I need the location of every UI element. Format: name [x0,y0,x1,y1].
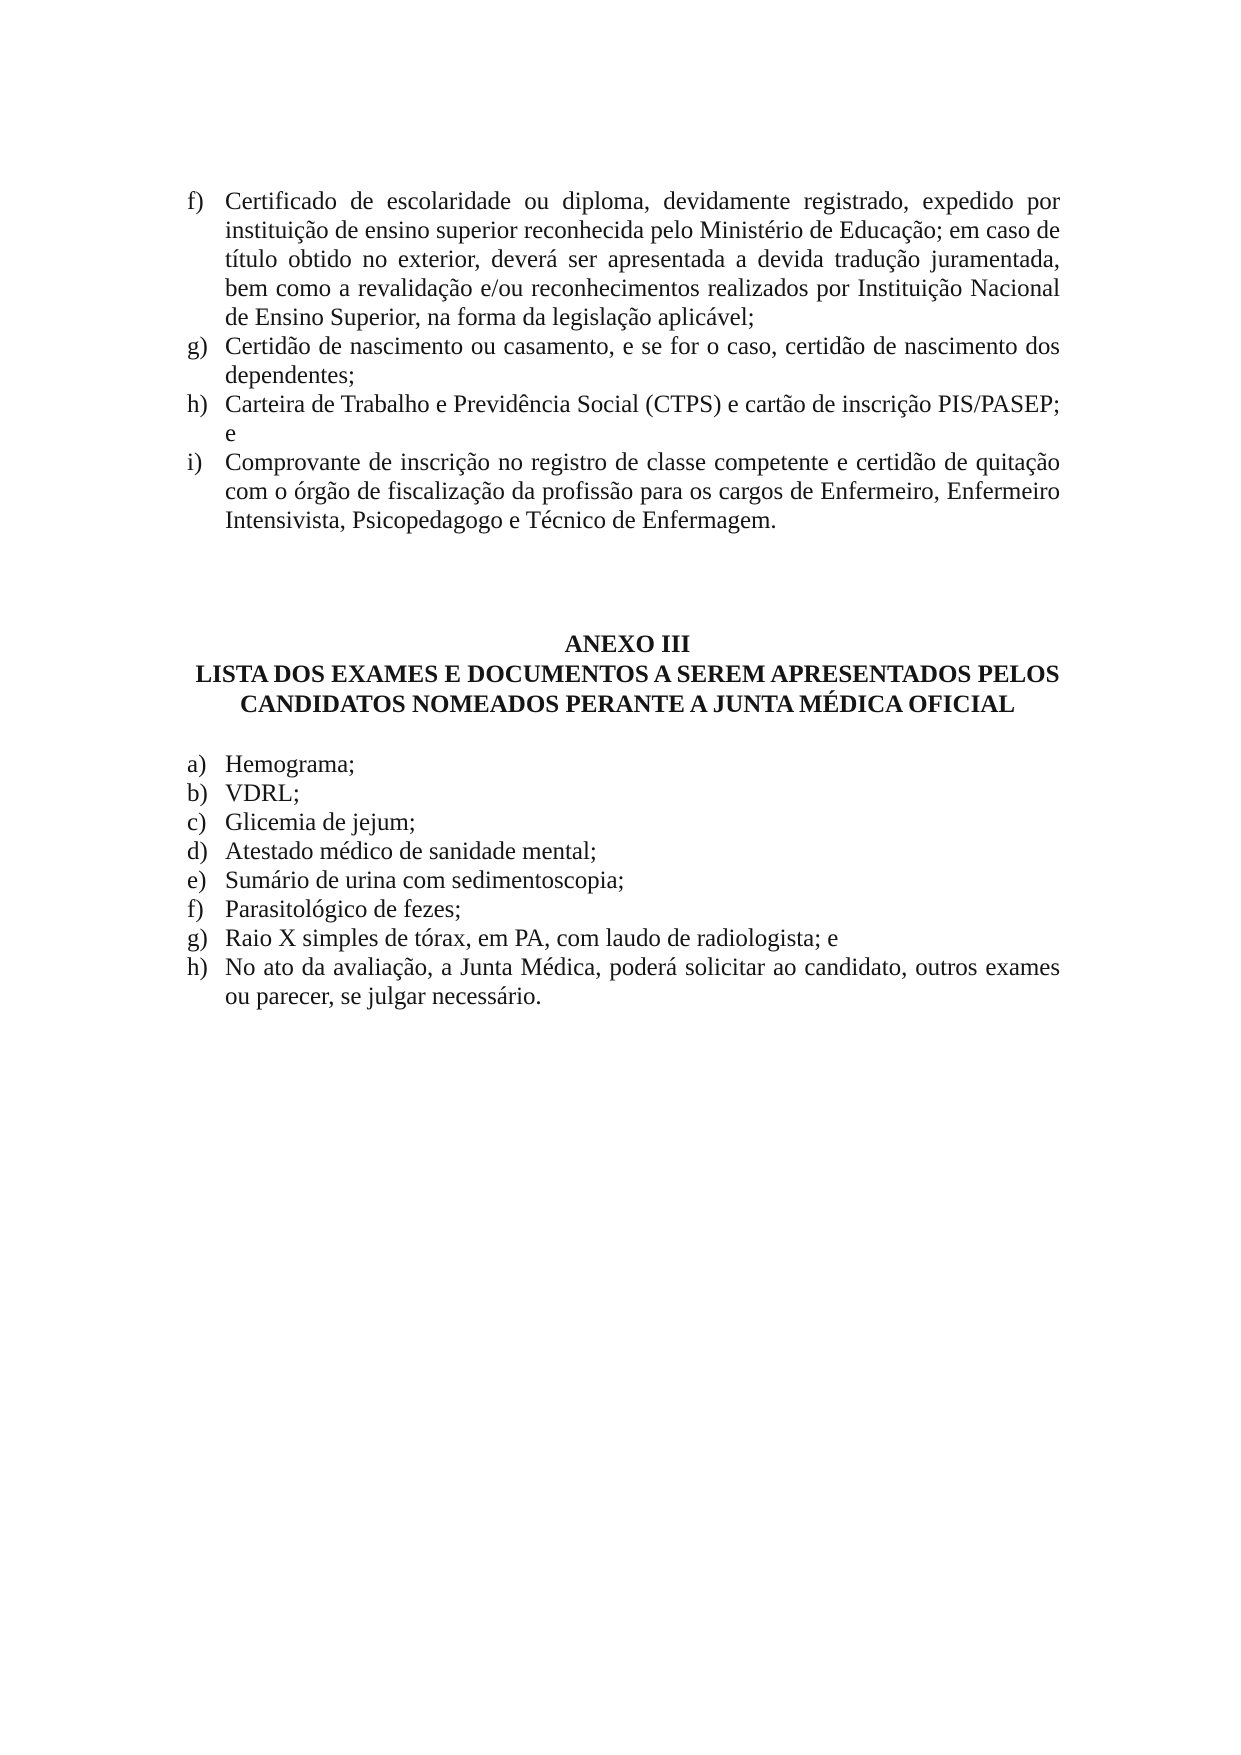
list-item-marker: d) [187,838,208,865]
list-item-text: Raio X simples de tórax, em PA, com laudo de radiologista; e [225,925,839,952]
list-item [187,332,1060,390]
list-item-marker: i) [187,449,203,476]
list-item [187,187,1060,332]
list-item-text: No ato da avaliação, a Junta Médica, poderá solicitar ao candidato, outros exames ou parecer, se julgar necessário. [225,954,1060,1010]
list-item-text: Certificado de escolaridade ou diploma, devidamente registrado, expedido por instituição de ensino superior reconhecida pelo Ministério de Educação; em caso de título obtido no exterior, deverá ser apresentada a devida tradução juramentada, bem como a revalidação e/ou reconhecimentos realizados por Instituição Nacional de Ensino Superior, na forma da legislação aplicável; [225,188,1060,331]
list-item-marker: e) [187,867,207,894]
list-item [187,750,1060,779]
list-item-marker: f) [187,188,204,215]
list-item-marker: c) [187,809,207,836]
list-item-marker: g) [187,925,208,952]
list-item-text: Comprovante de inscrição no registro de classe competente e certidão de quitação com o órgão de fiscalização da profissão para os cargos de Enfermeiro, Enfermeiro Intensivista, Psicopedagogo e Técnico de Enfermagem. [225,449,1060,534]
list-item [187,866,1060,895]
annex-subtitle-line2: CANDIDATOS NOMEADOS PERANTE A JUNTA MÉDICA OFICIAL [239,691,1016,718]
list-item [187,808,1060,837]
list-item-marker: a) [187,751,207,778]
list-item-text: Atestado médico de sanidade mental; [225,838,597,865]
annex-title: ANEXO III [564,631,691,658]
list-item-marker: h) [187,391,208,418]
list-item [187,779,1060,808]
documents-list [187,187,1060,535]
list-item [187,448,1060,535]
exams-list [187,750,1060,1011]
list-item-text: Glicemia de jejum; [225,809,416,836]
list-item [187,895,1060,924]
list-item-text: Certidão de nascimento ou casamento, e se for o caso, certidão de nascimento dos dependentes; [225,333,1060,389]
list-item-text: Parasitológico de fezes; [225,896,462,923]
list-item-marker: h) [187,954,208,981]
list-item-text: Hemograma; [225,751,356,778]
list-item-marker: f) [187,896,204,923]
list-item-marker: g) [187,333,208,360]
list-item [187,837,1060,866]
list-item [187,953,1060,1011]
list-item-text: Sumário de urina com sedimentoscopia; [225,867,625,894]
list-item-text: Carteira de Trabalho e Previdência Social (CTPS) e cartão de inscrição PIS/PASEP; e [225,391,1060,447]
list-item [187,924,1060,953]
annex-heading [150,630,1105,720]
annex-subtitle-line1: LISTA DOS EXAMES E DOCUMENTOS A SEREM APRESENTADOS PELOS [195,661,1060,688]
list-item-text: VDRL; [225,780,300,807]
list-item [187,390,1060,448]
list-item-marker: b) [187,780,208,807]
